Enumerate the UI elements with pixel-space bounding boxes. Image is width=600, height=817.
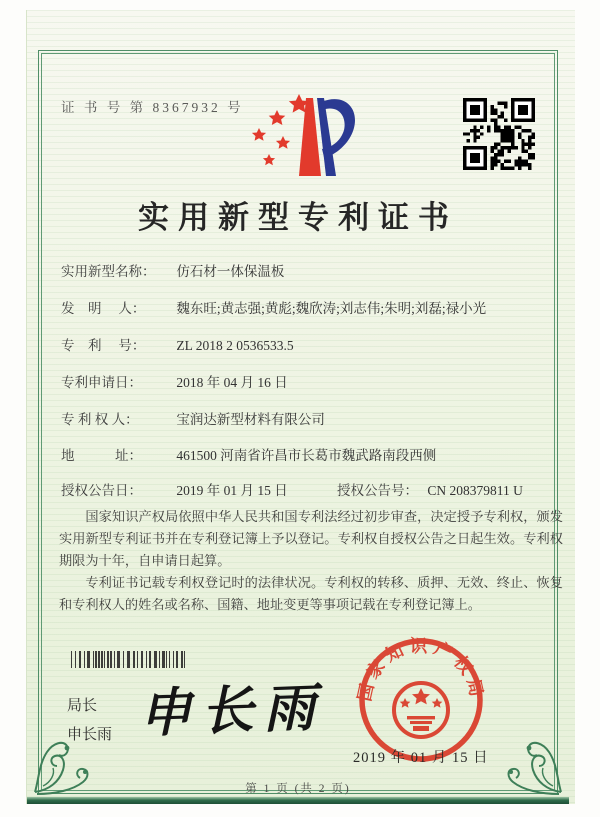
director-name: 申长雨 — [67, 727, 113, 743]
field-row-inventors — [61, 297, 486, 317]
field-value: 仿石材一体保温板 — [176, 264, 285, 279]
legal-paragraph-2: 专利证书记载专利权登记时的法律状况。专利权的转移、质押、无效、终止、恢复和专利权人的姓名或名称、国籍、地址变更等事项记载在专利登记簿上。 — [59, 575, 563, 612]
field-label: 授权公告日： — [61, 483, 142, 498]
page-number: 第 1 页 (共 2 页) — [245, 783, 351, 795]
field-label: 地 址： — [61, 448, 142, 463]
field-value: 宝润达新型材料有限公司 — [176, 412, 325, 427]
seal-date: 2019 年 01 月 15 日 — [353, 750, 489, 766]
qr-code — [461, 98, 537, 170]
director-title: 局长 — [67, 698, 98, 714]
floral-ornament-icon — [29, 712, 115, 798]
cnipa-patent-logo-icon — [247, 88, 359, 180]
certificate-page — [26, 10, 575, 804]
director-signature: 申长雨 — [138, 680, 327, 744]
field-label: 专利申请日： — [61, 375, 142, 390]
field-value: 461500 河南省许昌市长葛市魏武路南段西侧 — [176, 448, 437, 463]
field-value: ZL 2018 2 0536533.5 — [176, 338, 294, 353]
field-label: 实用新型名称： — [61, 264, 156, 279]
field-label: 专 利 号： — [61, 338, 146, 353]
certificate-title: 实用新型专利证书 — [138, 200, 458, 235]
field-row-filing-date — [61, 371, 288, 391]
field-value: 2018 年 04 月 16 日 — [176, 375, 288, 390]
legal-text — [59, 506, 563, 616]
field-row-grant-date — [61, 479, 288, 499]
legal-paragraph-1: 国家知识产权局依照中华人民共和国专利法经过初步审查，决定授予专利权，颁发实用新型专利证书并在专利登记簿上予以登记。专利权自授权公告之日起生效。专利权期限为十年，自申请日起算。 — [59, 509, 563, 568]
field-row-patent-number — [61, 334, 294, 354]
field-row-grant-number — [337, 479, 523, 499]
field-row-address — [61, 444, 436, 464]
page-bottom-edge — [27, 797, 569, 804]
barcode — [71, 651, 223, 668]
national-emblem-icon — [394, 683, 448, 737]
field-value: 魏东旺;黄志强;黄彪;魏欣涛;刘志伟;朱明;刘磊;禄小光 — [176, 301, 487, 316]
field-label: 专 利 权 人： — [61, 412, 139, 427]
field-value: 2019 年 01 月 15 日 — [176, 483, 288, 498]
field-row-patentee — [61, 408, 325, 428]
field-label: 发 明 人： — [61, 301, 146, 316]
certificate-number: 证 书 号 第 8367932 号 — [61, 100, 244, 115]
field-row-name — [61, 260, 284, 280]
seal-text: 国家知识产权局 — [355, 636, 487, 704]
field-value: CN 208379811 U — [427, 483, 523, 498]
cnipa-official-seal — [355, 632, 487, 764]
field-label: 授权公告号： — [337, 483, 418, 498]
floral-ornament-icon — [481, 712, 567, 798]
